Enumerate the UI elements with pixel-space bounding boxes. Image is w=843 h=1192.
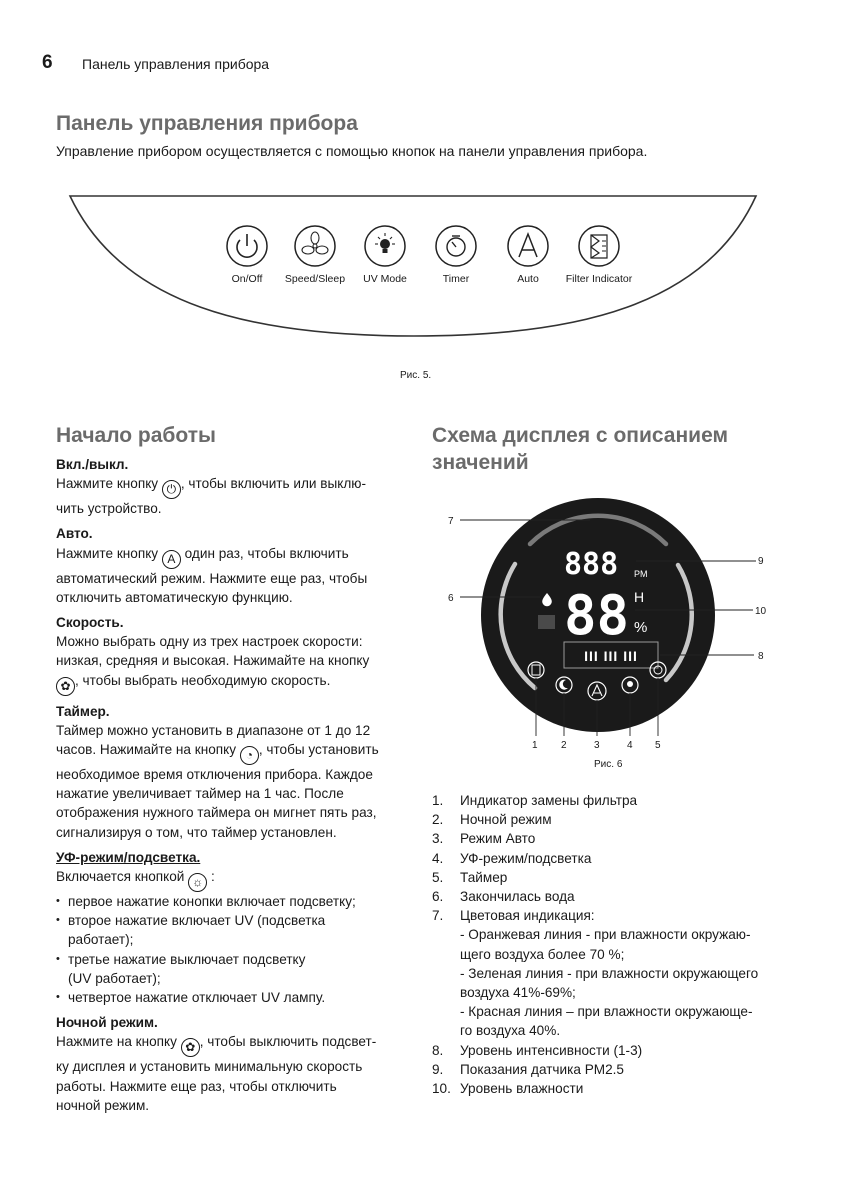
legend-subline: воздуха 41%-69%; — [460, 985, 576, 1001]
auto-a-icon: A — [162, 550, 181, 569]
callout-5: 5 — [655, 740, 661, 751]
night-text-cont: , чтобы выключить подсвет- — [199, 1034, 377, 1050]
control-panel-illustration — [56, 186, 772, 346]
legend-item: 5. Таймер — [432, 869, 508, 885]
start-instructions — [56, 455, 406, 1115]
timer-icon: ◔ — [240, 746, 259, 765]
fan-icon: ✿ — [181, 1038, 200, 1057]
timer-text-4: нажатие увеличивает таймер на 1 час. После — [56, 786, 344, 802]
btn-label-speed: Speed/Sleep — [284, 273, 346, 285]
speed-text-2: низкая, средняя и высокая. Нажимайте на кнопку — [56, 653, 370, 669]
onoff-heading: Вкл./выкл. — [56, 457, 129, 472]
legend-item: 2. Ночной режим — [432, 812, 552, 828]
btn-label-onoff: On/Off — [231, 273, 263, 285]
btn-label-auto: Auto — [517, 273, 539, 285]
legend-item: 6. Закончилась вода — [432, 889, 575, 905]
intro-text: Управление прибором осуществляется с помощью кнопок на панели управления прибора. — [56, 143, 648, 159]
night-text-4: ночной режим. — [56, 1097, 150, 1113]
auto-text: Нажмите кнопку — [56, 545, 159, 561]
scheme-title-line2: значений — [432, 451, 529, 474]
legend-subline: - Зеленая линия - при влажности окружающего — [460, 965, 759, 981]
legend-item: 7. Цветовая индикация: — [432, 908, 595, 924]
percent-unit: % — [634, 619, 648, 636]
auto-text-3: отключить автоматическую функцию. — [56, 589, 293, 605]
night-text: Нажмите на кнопку — [56, 1034, 177, 1050]
callout-3: 3 — [594, 740, 600, 751]
legend-item: 1. Индикатор замены фильтра — [432, 793, 638, 808]
uv-bulb-icon[interactable] — [365, 226, 405, 266]
timer-heading: Таймер. — [56, 703, 110, 719]
legend-item: 8. Уровень интенсивности (1-3) — [432, 1042, 643, 1058]
legend-item: 4. УФ-режим/подсветка — [432, 850, 592, 866]
uv-bullet-3: • третье нажатие выключает подсветку — [56, 950, 406, 969]
callout-8: 8 — [758, 651, 764, 662]
callout-9: 9 — [758, 556, 764, 567]
water-tank-indicator — [538, 615, 555, 629]
uv-text: Включается кнопкой — [56, 869, 185, 885]
uv-text-cont: : — [207, 869, 215, 885]
display-legend — [432, 791, 792, 1098]
night-text-3: работы. Нажмите еще раз, чтобы отключить — [56, 1078, 337, 1094]
callout-7: 7 — [448, 516, 454, 527]
pm-unit: PM — [634, 569, 648, 579]
scheme-title-line1: Схема дисплея с описанием — [432, 424, 729, 447]
power-icon[interactable] — [227, 226, 267, 266]
figure-caption-5: Рис. 5. — [400, 370, 432, 381]
intensity-bars: III III III — [584, 648, 638, 664]
night-text-2: ку дисплея и установить минимальную скорость — [56, 1059, 363, 1075]
page-number: 6 — [42, 52, 53, 73]
timer-text-2b: , чтобы установить — [258, 742, 379, 758]
btn-label-uv: UV Mode — [363, 273, 407, 285]
timer-text-3: необходимое время отключения прибора. Каждое — [56, 767, 373, 783]
callout-4: 4 — [627, 740, 633, 751]
power-icon: ⏻ — [162, 480, 181, 499]
timer-text-5: отображения нужного таймера он мигнет пять раз, — [56, 805, 377, 821]
legend-subline: - Красная линия – при влажности окружающе- — [460, 1004, 753, 1020]
speed-heading: Скорость. — [56, 615, 124, 631]
speed-text-1: Можно выбрать одну из трех настроек скорости: — [56, 634, 363, 650]
legend-item: 3. Режим Авто — [432, 831, 536, 847]
legend-subline: го воздуха 40%. — [460, 1023, 561, 1039]
auto-text-2: автоматический режим. Нажмите еще раз, чтобы — [56, 570, 368, 586]
timer-text-2: часов. Нажимайте на кнопку — [56, 742, 237, 758]
onoff-text-cont: , чтобы включить или выклю- — [180, 476, 367, 492]
callout-2: 2 — [561, 740, 567, 751]
filter-icon[interactable] — [579, 226, 619, 266]
speed-text-3: , чтобы выбрать необходимую скорость. — [75, 672, 331, 688]
uv-bulb-icon: ☼ — [188, 873, 207, 892]
uv-bullet-1: • первое нажатие конопки включает подсветку; — [56, 892, 406, 911]
onoff-text-2: чить устройство. — [56, 501, 162, 517]
running-head: Панель управления прибора — [82, 56, 270, 72]
uv-bullet-3b: (UV работает); — [68, 970, 161, 986]
fan-icon: ✿ — [56, 677, 75, 696]
section-title-start: Начало работы — [56, 424, 216, 447]
night-heading: Ночной режим. — [56, 1015, 158, 1031]
auto-heading: Авто. — [56, 526, 93, 542]
humidity-digits: 88 — [564, 584, 630, 647]
timer-text-6: сигнализируя о том, что таймер установлен. — [56, 824, 337, 840]
section-title-scheme — [432, 422, 762, 476]
h-unit: H — [634, 589, 645, 605]
btn-label-filter: Filter Indicator — [565, 273, 633, 285]
callout-6: 6 — [448, 593, 454, 604]
pm-digits: 888 — [564, 547, 619, 582]
uv-bullet-4: • четвертое нажатие отключает UV лампу. — [56, 988, 406, 1007]
display-diagram — [440, 498, 780, 760]
section-title-panel: Панель управления прибора — [56, 112, 358, 135]
auto-text-cont: один раз, чтобы включить — [180, 545, 349, 561]
legend-subline: - Оранжевая линия - при влажности окружаю- — [460, 927, 751, 943]
btn-label-timer: Timer — [442, 273, 470, 285]
onoff-text: Нажмите кнопку — [56, 476, 159, 492]
figure-caption-6: Рис. 6 — [594, 759, 623, 770]
uv-heading: УФ-режим/подсветка. — [56, 849, 201, 865]
timer-icon[interactable] — [436, 226, 476, 266]
fan-icon[interactable] — [295, 226, 335, 266]
timer-text-1: Таймер можно установить в диапазоне от 1 до 12 — [56, 722, 371, 738]
legend-item: 9. Показания датчика PM2.5 — [432, 1061, 624, 1077]
uv-bullet-2b: работает); — [68, 932, 134, 948]
legend-subline: щего воздуха более 70 %; — [460, 946, 625, 962]
callout-1: 1 — [532, 740, 538, 751]
uv-bullet-2: • второе нажатие включает UV (подсветка — [56, 911, 406, 930]
legend-item: 10. Уровень влажности — [432, 1081, 584, 1097]
callout-10: 10 — [755, 606, 767, 617]
auto-a-icon[interactable] — [508, 226, 548, 266]
